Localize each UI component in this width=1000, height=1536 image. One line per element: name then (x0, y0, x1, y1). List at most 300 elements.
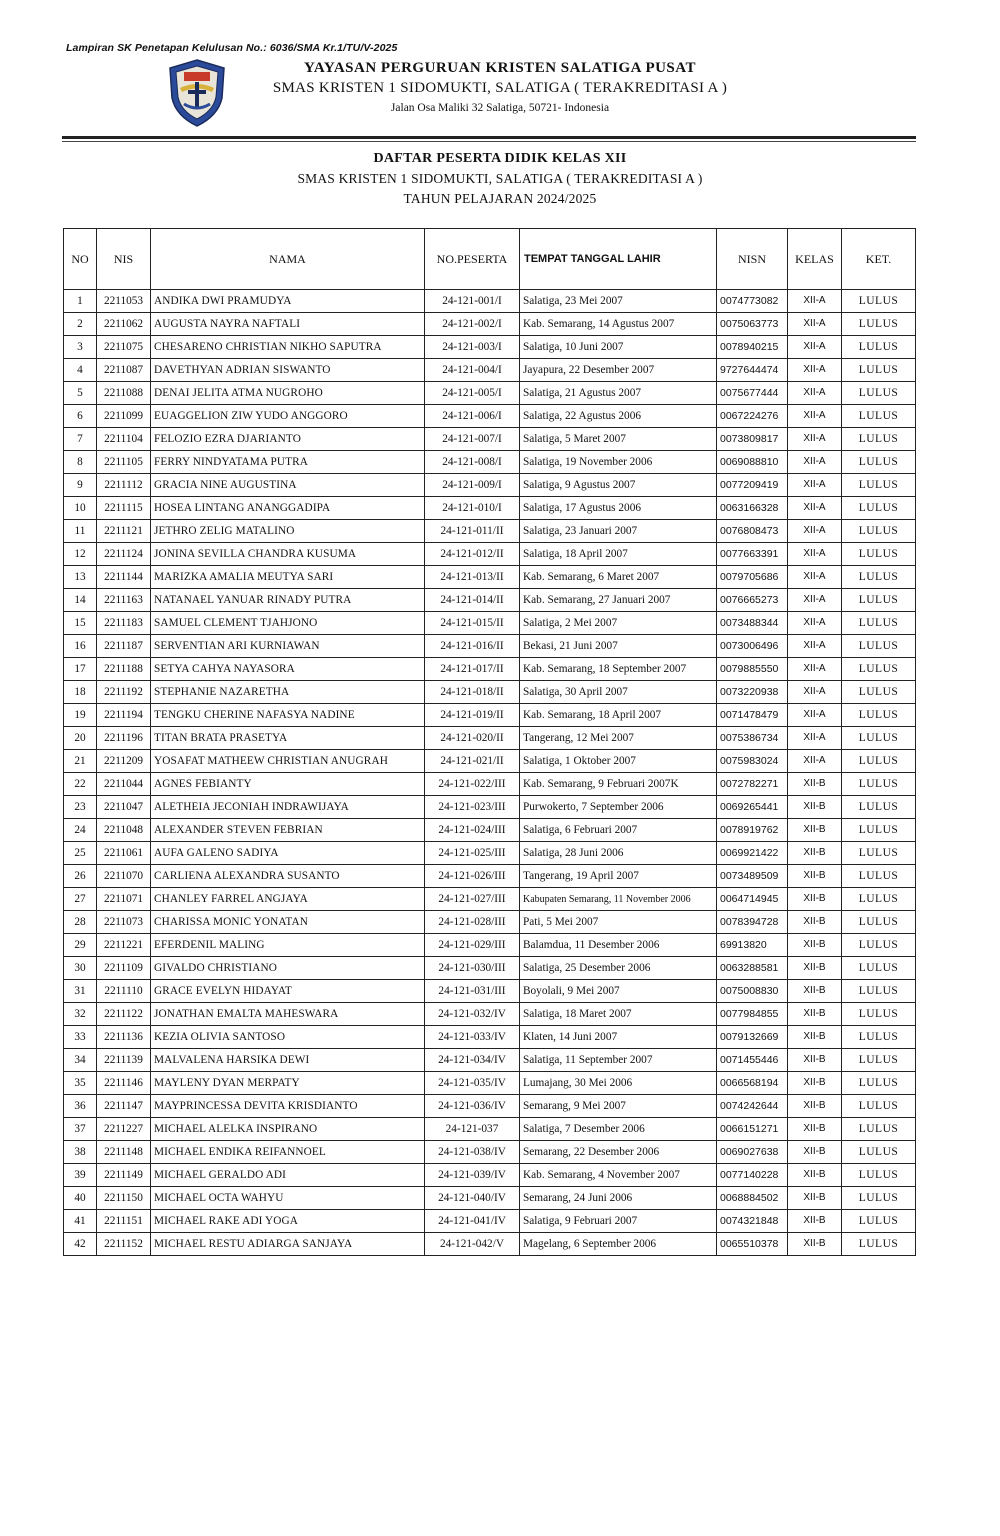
column-header-no-peserta: NO.PESERTA (425, 229, 520, 290)
cell-no: 18 (64, 681, 97, 704)
cell-kelas: XII-B (788, 1210, 842, 1233)
table-row (64, 635, 916, 658)
cell-no: 21 (64, 750, 97, 773)
cell-no-peserta: 24-121-023/III (425, 796, 520, 819)
cell-no-peserta: 24-121-003/I (425, 336, 520, 359)
cell-nama: GIVALDO CHRISTIANO (151, 957, 425, 980)
cell-no: 38 (64, 1141, 97, 1164)
cell-tempat-tanggal-lahir: Kab. Semarang, 18 April 2007 (520, 704, 717, 727)
cell-kelas: XII-A (788, 704, 842, 727)
cell-nama: AUGUSTA NAYRA NAFTALI (151, 313, 425, 336)
cell-nisn: 0074773082 (717, 290, 788, 313)
cell-nama: SETYA CAHYA NAYASORA (151, 658, 425, 681)
cell-nis: 2211075 (97, 336, 151, 359)
cell-kelas: XII-A (788, 382, 842, 405)
cell-nisn: 0071455446 (717, 1049, 788, 1072)
cell-ket: LULUS (842, 589, 916, 612)
table-row (64, 1141, 916, 1164)
cell-nisn: 0066151271 (717, 1118, 788, 1141)
cell-nama: NATANAEL YANUAR RINADY PUTRA (151, 589, 425, 612)
cell-tempat-tanggal-lahir: Salatiga, 9 Februari 2007 (520, 1210, 717, 1233)
cell-nis: 2211071 (97, 888, 151, 911)
cell-nama: FELOZIO EZRA DJARIANTO (151, 428, 425, 451)
table-row (64, 888, 916, 911)
cell-kelas: XII-B (788, 980, 842, 1003)
cell-nisn: 0078919762 (717, 819, 788, 842)
cell-ket: LULUS (842, 336, 916, 359)
cell-nama: TENGKU CHERINE NAFASYA NADINE (151, 704, 425, 727)
cell-no: 10 (64, 497, 97, 520)
cell-nama: CARLIENA ALEXANDRA SUSANTO (151, 865, 425, 888)
cell-ket: LULUS (842, 681, 916, 704)
cell-ket: LULUS (842, 1003, 916, 1026)
cell-kelas: XII-B (788, 773, 842, 796)
cell-nisn: 0063288581 (717, 957, 788, 980)
table-row (64, 474, 916, 497)
table-row (64, 865, 916, 888)
cell-nama: MICHAEL GERALDO ADI (151, 1164, 425, 1187)
cell-ket: LULUS (842, 1049, 916, 1072)
cell-ket: LULUS (842, 635, 916, 658)
cell-nisn: 9727644474 (717, 359, 788, 382)
cell-tempat-tanggal-lahir: Kab. Semarang, 9 Februari 2007K (520, 773, 717, 796)
cell-kelas: XII-A (788, 520, 842, 543)
cell-kelas: XII-A (788, 359, 842, 382)
cell-no-peserta: 24-121-042/V (425, 1233, 520, 1256)
cell-nis: 2211088 (97, 382, 151, 405)
cell-tempat-tanggal-lahir: Bekasi, 21 Juni 2007 (520, 635, 717, 658)
table-row (64, 543, 916, 566)
cell-kelas: XII-A (788, 497, 842, 520)
cell-nisn: 0069088810 (717, 451, 788, 474)
student-table (63, 228, 916, 1256)
cell-nisn: 0073006496 (717, 635, 788, 658)
cell-no-peserta: 24-121-002/I (425, 313, 520, 336)
table-row (64, 382, 916, 405)
cell-nama: MAYLENY DYAN MERPATY (151, 1072, 425, 1095)
cell-no: 2 (64, 313, 97, 336)
cell-no-peserta: 24-121-018/II (425, 681, 520, 704)
cell-tempat-tanggal-lahir: Salatiga, 11 September 2007 (520, 1049, 717, 1072)
table-row (64, 336, 916, 359)
cell-tempat-tanggal-lahir: Kab. Semarang, 6 Maret 2007 (520, 566, 717, 589)
cell-ket: LULUS (842, 359, 916, 382)
table-row (64, 290, 916, 313)
cell-tempat-tanggal-lahir: Salatiga, 21 Agustus 2007 (520, 382, 717, 405)
cell-ket: LULUS (842, 520, 916, 543)
cell-tempat-tanggal-lahir: Pati, 5 Mei 2007 (520, 911, 717, 934)
cell-no-peserta: 24-121-005/I (425, 382, 520, 405)
cell-ket: LULUS (842, 1187, 916, 1210)
cell-no-peserta: 24-121-019/II (425, 704, 520, 727)
cell-nis: 2211115 (97, 497, 151, 520)
cell-no: 20 (64, 727, 97, 750)
cell-no: 15 (64, 612, 97, 635)
cell-nisn: 0078940215 (717, 336, 788, 359)
cell-no-peserta: 24-121-025/III (425, 842, 520, 865)
cell-nama: MARIZKA AMALIA MEUTYA SARI (151, 566, 425, 589)
cell-no: 4 (64, 359, 97, 382)
cell-ket: LULUS (842, 1164, 916, 1187)
cell-nisn: 0079885550 (717, 658, 788, 681)
cell-nis: 2211073 (97, 911, 151, 934)
cell-nisn: 0073488344 (717, 612, 788, 635)
cell-tempat-tanggal-lahir: Klaten, 14 Juni 2007 (520, 1026, 717, 1049)
cell-nis: 2211061 (97, 842, 151, 865)
cell-tempat-tanggal-lahir: Salatiga, 19 November 2006 (520, 451, 717, 474)
cell-no: 35 (64, 1072, 97, 1095)
cell-no: 25 (64, 842, 97, 865)
cell-nisn: 0076808473 (717, 520, 788, 543)
cell-tempat-tanggal-lahir: Kab. Semarang, 4 November 2007 (520, 1164, 717, 1187)
table-row (64, 1233, 916, 1256)
school-crest-icon (166, 58, 228, 128)
cell-nama: GRACE EVELYN HIDAYAT (151, 980, 425, 1003)
table-row (64, 681, 916, 704)
cell-nis: 2211147 (97, 1095, 151, 1118)
table-row (64, 819, 916, 842)
cell-no-peserta: 24-121-009/I (425, 474, 520, 497)
cell-no-peserta: 24-121-029/III (425, 934, 520, 957)
cell-no-peserta: 24-121-028/III (425, 911, 520, 934)
cell-kelas: XII-A (788, 681, 842, 704)
cell-ket: LULUS (842, 980, 916, 1003)
cell-nis: 2211146 (97, 1072, 151, 1095)
cell-tempat-tanggal-lahir: Semarang, 24 Juni 2006 (520, 1187, 717, 1210)
cell-no: 19 (64, 704, 97, 727)
table-row (64, 1049, 916, 1072)
cell-nisn: 0079705686 (717, 566, 788, 589)
cell-ket: LULUS (842, 612, 916, 635)
cell-kelas: XII-B (788, 842, 842, 865)
cell-kelas: XII-A (788, 451, 842, 474)
cell-nama: AUFA GALENO SADIYA (151, 842, 425, 865)
cell-nama: TITAN BRATA PRASETYA (151, 727, 425, 750)
cell-nisn: 0075063773 (717, 313, 788, 336)
cell-no: 1 (64, 290, 97, 313)
cell-nis: 2211196 (97, 727, 151, 750)
cell-no: 28 (64, 911, 97, 934)
document-subtitle-school: SMAS KRISTEN 1 SIDOMUKTI, SALATIGA ( TERAKREDITASI A ) (297, 171, 703, 186)
cell-kelas: XII-A (788, 428, 842, 451)
cell-kelas: XII-B (788, 888, 842, 911)
cell-nisn: 0065510378 (717, 1233, 788, 1256)
cell-nama: MICHAEL ENDIKA REIFANNOEL (151, 1141, 425, 1164)
cell-no: 31 (64, 980, 97, 1003)
cell-ket: LULUS (842, 773, 916, 796)
cell-ket: LULUS (842, 313, 916, 336)
cell-no: 23 (64, 796, 97, 819)
cell-nisn: 0076665273 (717, 589, 788, 612)
cell-no-peserta: 24-121-034/IV (425, 1049, 520, 1072)
cell-kelas: XII-A (788, 405, 842, 428)
table-row (64, 313, 916, 336)
cell-kelas: XII-B (788, 1233, 842, 1256)
cell-kelas: XII-A (788, 750, 842, 773)
cell-ket: LULUS (842, 819, 916, 842)
cell-no-peserta: 24-121-014/II (425, 589, 520, 612)
cell-tempat-tanggal-lahir: Boyolali, 9 Mei 2007 (520, 980, 717, 1003)
cell-tempat-tanggal-lahir: Tangerang, 12 Mei 2007 (520, 727, 717, 750)
cell-nama: ANDIKA DWI PRAMUDYA (151, 290, 425, 313)
cell-no: 11 (64, 520, 97, 543)
column-header-no: NO (64, 229, 97, 290)
cell-nama: EUAGGELION ZIW YUDO ANGGORO (151, 405, 425, 428)
table-row (64, 911, 916, 934)
cell-nis: 2211227 (97, 1118, 151, 1141)
cell-nis: 2211053 (97, 290, 151, 313)
cell-tempat-tanggal-lahir: Kab. Semarang, 27 Januari 2007 (520, 589, 717, 612)
table-row (64, 1210, 916, 1233)
cell-kelas: XII-A (788, 589, 842, 612)
table-row (64, 1187, 916, 1210)
cell-no-peserta: 24-121-004/I (425, 359, 520, 382)
cell-nis: 2211151 (97, 1210, 151, 1233)
table-row (64, 658, 916, 681)
cell-nis: 2211163 (97, 589, 151, 612)
cell-nama: JONATHAN EMALTA MAHESWARA (151, 1003, 425, 1026)
cell-ket: LULUS (842, 934, 916, 957)
cell-kelas: XII-A (788, 543, 842, 566)
cell-ket: LULUS (842, 428, 916, 451)
cell-no: 29 (64, 934, 97, 957)
cell-tempat-tanggal-lahir: Salatiga, 23 Januari 2007 (520, 520, 717, 543)
cell-kelas: XII-B (788, 911, 842, 934)
cell-no: 32 (64, 1003, 97, 1026)
cell-nama: ALEXANDER STEVEN FEBRIAN (151, 819, 425, 842)
cell-nisn: 0075983024 (717, 750, 788, 773)
cell-no: 24 (64, 819, 97, 842)
cell-nis: 2211087 (97, 359, 151, 382)
cell-tempat-tanggal-lahir: Salatiga, 25 Desember 2006 (520, 957, 717, 980)
cell-nis: 2211192 (97, 681, 151, 704)
cell-nis: 2211062 (97, 313, 151, 336)
table-row (64, 934, 916, 957)
cell-kelas: XII-B (788, 1026, 842, 1049)
cell-no: 33 (64, 1026, 97, 1049)
cell-no: 17 (64, 658, 97, 681)
cell-kelas: XII-B (788, 796, 842, 819)
cell-no-peserta: 24-121-011/II (425, 520, 520, 543)
cell-ket: LULUS (842, 842, 916, 865)
cell-ket: LULUS (842, 704, 916, 727)
cell-no: 39 (64, 1164, 97, 1187)
cell-nis: 2211139 (97, 1049, 151, 1072)
cell-nis: 2211099 (97, 405, 151, 428)
cell-ket: LULUS (842, 1141, 916, 1164)
cell-no: 5 (64, 382, 97, 405)
cell-no-peserta: 24-121-007/I (425, 428, 520, 451)
cell-no-peserta: 24-121-033/IV (425, 1026, 520, 1049)
cell-tempat-tanggal-lahir: Kabupaten Semarang, 11 November 2006 (520, 888, 717, 911)
cell-ket: LULUS (842, 1095, 916, 1118)
cell-tempat-tanggal-lahir: Salatiga, 18 Maret 2007 (520, 1003, 717, 1026)
cell-nis: 2211070 (97, 865, 151, 888)
cell-nisn: 0074242644 (717, 1095, 788, 1118)
cell-nis: 2211121 (97, 520, 151, 543)
cell-kelas: XII-A (788, 727, 842, 750)
cell-nisn: 0073809817 (717, 428, 788, 451)
cell-nis: 2211044 (97, 773, 151, 796)
cell-ket: LULUS (842, 658, 916, 681)
cell-nisn: 0074321848 (717, 1210, 788, 1233)
cell-kelas: XII-B (788, 1164, 842, 1187)
cell-no-peserta: 24-121-031/III (425, 980, 520, 1003)
cell-ket: LULUS (842, 497, 916, 520)
cell-nisn: 0079132669 (717, 1026, 788, 1049)
cell-nis: 2211150 (97, 1187, 151, 1210)
cell-nama: AGNES FEBIANTY (151, 773, 425, 796)
cell-kelas: XII-B (788, 1003, 842, 1026)
table-row (64, 1072, 916, 1095)
cell-no-peserta: 24-121-015/II (425, 612, 520, 635)
cell-nis: 2211152 (97, 1233, 151, 1256)
cell-nama: MICHAEL RESTU ADIARGA SANJAYA (151, 1233, 425, 1256)
cell-nisn: 0063166328 (717, 497, 788, 520)
cell-nisn: 0068884502 (717, 1187, 788, 1210)
cell-no-peserta: 24-121-006/I (425, 405, 520, 428)
header-divider-thick (62, 136, 916, 139)
cell-ket: LULUS (842, 1118, 916, 1141)
cell-nis: 2211104 (97, 428, 151, 451)
cell-nis: 2211148 (97, 1141, 151, 1164)
cell-no-peserta: 24-121-010/I (425, 497, 520, 520)
cell-tempat-tanggal-lahir: Kab. Semarang, 18 September 2007 (520, 658, 717, 681)
cell-kelas: XII-A (788, 658, 842, 681)
cell-nisn: 0069265441 (717, 796, 788, 819)
cell-no: 12 (64, 543, 97, 566)
cell-nama: MICHAEL OCTA WAHYU (151, 1187, 425, 1210)
cell-no: 8 (64, 451, 97, 474)
cell-nis: 2211144 (97, 566, 151, 589)
cell-no: 3 (64, 336, 97, 359)
table-row (64, 359, 916, 382)
cell-tempat-tanggal-lahir: Semarang, 9 Mei 2007 (520, 1095, 717, 1118)
cell-nis: 2211136 (97, 1026, 151, 1049)
cell-nama: GRACIA NINE AUGUSTINA (151, 474, 425, 497)
cell-tempat-tanggal-lahir: Jayapura, 22 Desember 2007 (520, 359, 717, 382)
cell-no: 41 (64, 1210, 97, 1233)
table-row (64, 842, 916, 865)
cell-nisn: 0077140228 (717, 1164, 788, 1187)
table-row (64, 589, 916, 612)
cell-nis: 2211188 (97, 658, 151, 681)
table-row (64, 1095, 916, 1118)
cell-nis: 2211105 (97, 451, 151, 474)
cell-ket: LULUS (842, 451, 916, 474)
cell-no: 26 (64, 865, 97, 888)
cell-nisn: 0077209419 (717, 474, 788, 497)
table-row (64, 1026, 916, 1049)
cell-ket: LULUS (842, 1210, 916, 1233)
table-row (64, 566, 916, 589)
cell-nama: MALVALENA HARSIKA DEWI (151, 1049, 425, 1072)
cell-no-peserta: 24-121-021/II (425, 750, 520, 773)
cell-nisn: 0077663391 (717, 543, 788, 566)
cell-tempat-tanggal-lahir: Salatiga, 30 April 2007 (520, 681, 717, 704)
cell-tempat-tanggal-lahir: Salatiga, 10 Juni 2007 (520, 336, 717, 359)
cell-no-peserta: 24-121-017/II (425, 658, 520, 681)
cell-kelas: XII-B (788, 934, 842, 957)
cell-tempat-tanggal-lahir: Salatiga, 28 Juni 2006 (520, 842, 717, 865)
cell-nisn: 0072782271 (717, 773, 788, 796)
cell-nis: 2211209 (97, 750, 151, 773)
column-header-tempat-tanggal-lahir: TEMPAT TANGGAL LAHIR (520, 229, 717, 290)
cell-no-peserta: 24-121-026/III (425, 865, 520, 888)
cell-nis: 2211194 (97, 704, 151, 727)
cell-kelas: XII-B (788, 865, 842, 888)
table-row (64, 957, 916, 980)
cell-nama: JETHRO ZELIG MATALINO (151, 520, 425, 543)
cell-nisn: 0067224276 (717, 405, 788, 428)
cell-nis: 2211112 (97, 474, 151, 497)
cell-kelas: XII-A (788, 566, 842, 589)
cell-nis: 2211109 (97, 957, 151, 980)
table-row (64, 451, 916, 474)
cell-no: 9 (64, 474, 97, 497)
cell-nama: FERRY NINDYATAMA PUTRA (151, 451, 425, 474)
cell-nama: HOSEA LINTANG ANANGGADIPA (151, 497, 425, 520)
cell-kelas: XII-A (788, 474, 842, 497)
cell-kelas: XII-B (788, 1095, 842, 1118)
cell-nisn: 0075008830 (717, 980, 788, 1003)
cell-nama: SAMUEL CLEMENT TJAHJONO (151, 612, 425, 635)
cell-no-peserta: 24-121-013/II (425, 566, 520, 589)
cell-ket: LULUS (842, 543, 916, 566)
document-subtitle-year: TAHUN PELAJARAN 2024/2025 (403, 191, 597, 206)
table-row (64, 727, 916, 750)
cell-tempat-tanggal-lahir: Salatiga, 6 Februari 2007 (520, 819, 717, 842)
cell-nisn: 0075677444 (717, 382, 788, 405)
cell-tempat-tanggal-lahir: Salatiga, 23 Mei 2007 (520, 290, 717, 313)
school-name: SMAS KRISTEN 1 SIDOMUKTI, SALATIGA ( TERAKREDITASI A ) (272, 80, 728, 96)
cell-nis: 2211124 (97, 543, 151, 566)
cell-ket: LULUS (842, 888, 916, 911)
cell-tempat-tanggal-lahir: Magelang, 6 September 2006 (520, 1233, 717, 1256)
cell-nis: 2211122 (97, 1003, 151, 1026)
cell-tempat-tanggal-lahir: Tangerang, 19 April 2007 (520, 865, 717, 888)
cell-ket: LULUS (842, 865, 916, 888)
cell-ket: LULUS (842, 474, 916, 497)
cell-nisn: 0073220938 (717, 681, 788, 704)
cell-no: 6 (64, 405, 97, 428)
cell-nama: JONINA SEVILLA CHANDRA KUSUMA (151, 543, 425, 566)
table-row (64, 773, 916, 796)
cell-no: 42 (64, 1233, 97, 1256)
cell-no: 34 (64, 1049, 97, 1072)
table-row (64, 1164, 916, 1187)
table-row (64, 750, 916, 773)
cell-ket: LULUS (842, 796, 916, 819)
cell-nama: MICHAEL ALELKA INSPIRANO (151, 1118, 425, 1141)
column-header-kelas: KELAS (788, 229, 842, 290)
cell-kelas: XII-B (788, 1072, 842, 1095)
column-header-nis: NIS (97, 229, 151, 290)
cell-no-peserta: 24-121-020/II (425, 727, 520, 750)
cell-tempat-tanggal-lahir: Kab. Semarang, 14 Agustus 2007 (520, 313, 717, 336)
table-row (64, 497, 916, 520)
cell-tempat-tanggal-lahir: Salatiga, 2 Mei 2007 (520, 612, 717, 635)
cell-nis: 2211221 (97, 934, 151, 957)
cell-nisn: 0078394728 (717, 911, 788, 934)
cell-no-peserta: 24-121-027/III (425, 888, 520, 911)
cell-tempat-tanggal-lahir: Salatiga, 17 Agustus 2006 (520, 497, 717, 520)
cell-ket: LULUS (842, 1026, 916, 1049)
cell-ket: LULUS (842, 957, 916, 980)
cell-nama: STEPHANIE NAZARETHA (151, 681, 425, 704)
cell-no-peserta: 24-121-032/IV (425, 1003, 520, 1026)
table-row (64, 1118, 916, 1141)
